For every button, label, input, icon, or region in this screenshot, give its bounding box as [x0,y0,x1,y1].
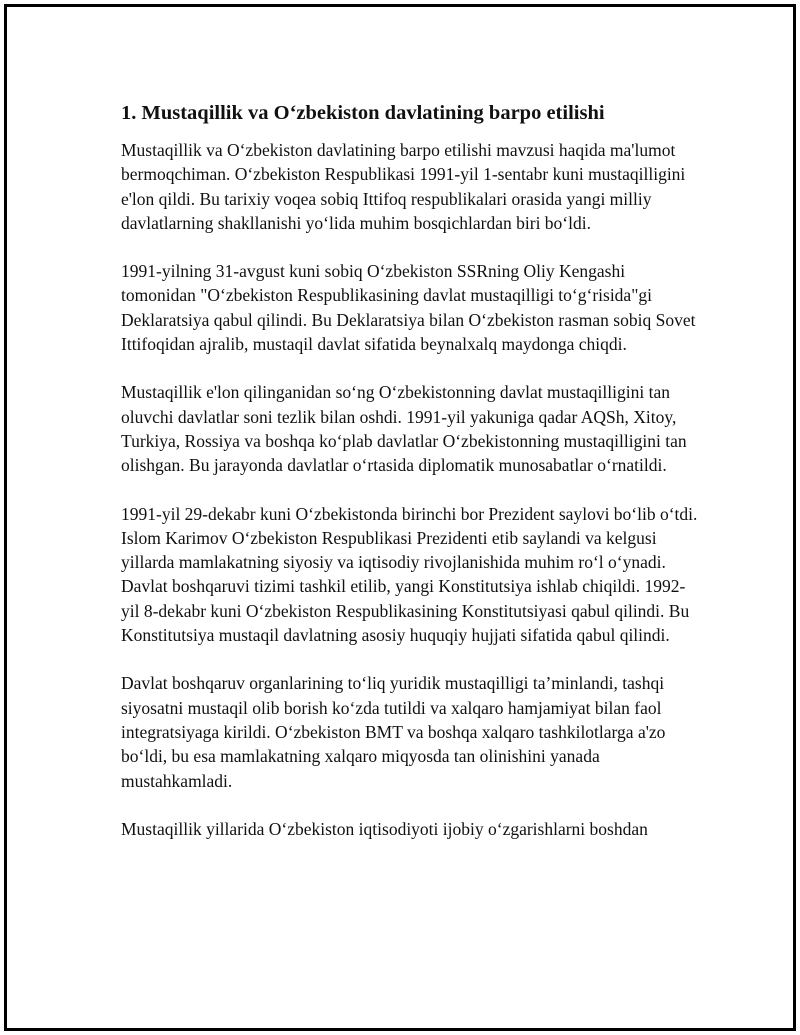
paragraph-2: 1991-yilning 31-avgust kuni sobiq O‘zbekiston SSRning Oliy Kengashi tomonidan "O‘zbekiston Respublikasining davlat mustaqilligi to‘g‘risida"gi Deklaratsiya qabul qilindi. Bu Deklaratsiya bilan O‘zbekiston rasman sobiq Sovet Ittifoqidan ajralib, mustaqil davlat sifatida beynalxalq maydonga chiqdi. [121,261,696,355]
paragraph-6: Mustaqillik yillarida O‘zbekiston iqtisodiyoti ijobiy o‘zgarishlarni boshdan [121,818,648,839]
paragraph-4: 1991-yil 29-dekabr kuni O‘zbekistonda birinchi bor Prezident saylovi bo‘lib o‘tdi. Islom Karimov O‘zbekiston Respublikasi Prezidenti etib saylandi va kelgusi yillarda mamlakatning siyosiy va iqtisodiy rivojlanishida muhim ro‘l o‘ynadi. Davlat boshqaruvi tizimi tashkil etilib, yangi Konstitutsiya ishlab chiqildi. 1992-yil 8-dekabr kuni O‘zbekiston Respublikasining Konstitutsiyasi qabul qilindi. Bu Konstitutsiya mustaqil davlatning asosiy huquqiy hujjati sifatida qabul qilindi. [121,503,698,646]
paragraph-1: Mustaqillik va O‘zbekiston davlatining barpo etilishi mavzusi haqida ma'lumot bermoqchiman. O‘zbekiston Respublikasi 1991-yil 1-sentabr kuni mustaqilligini e'lon qildi. Bu tarixiy voqea sobiq Ittifoq respublikalari orasida yangi milliy davlatlarning shakllanishi yo‘lida muhim bosqichlardan biri bo‘ldi. [121,140,686,233]
paragraph-3: Mustaqillik e'lon qilinganidan so‘ng O‘zbekistonning davlat mustaqilligini tan oluvchi davlatlar soni tezlik bilan oshdi. 1991-yil yakuniga qadar AQSh, Xitoy, Turkiya, Rossiya va boshqa ko‘plab davlatlar O‘zbekistonning mustaqilligini tan olishgan. Bu jarayonda davlatlar o‘rtasida diplomatik munosabatlar o‘rnatildi. [121,382,687,476]
document-body [121,99,701,865]
paragraph-5: Davlat boshqaruv organlarining to‘liq yuridik mustaqilligi ta’minlandi, tashqi siyosatni mustaqil olib borish ko‘zda tutildi va xalqaro hamjamiyat bilan faol integratsiyaga kirildi. O‘zbekiston BMT va boshqa xalqaro tashkilotlarga a'zo bo‘ldi, bu esa mamlakatning xalqaro miqyosda tan olinishini yanada mustahkamladi. [121,673,666,791]
section-heading: 1. Mustaqillik va O‘zbekiston davlatining barpo etilishi [121,102,605,124]
page-frame [4,4,796,1031]
